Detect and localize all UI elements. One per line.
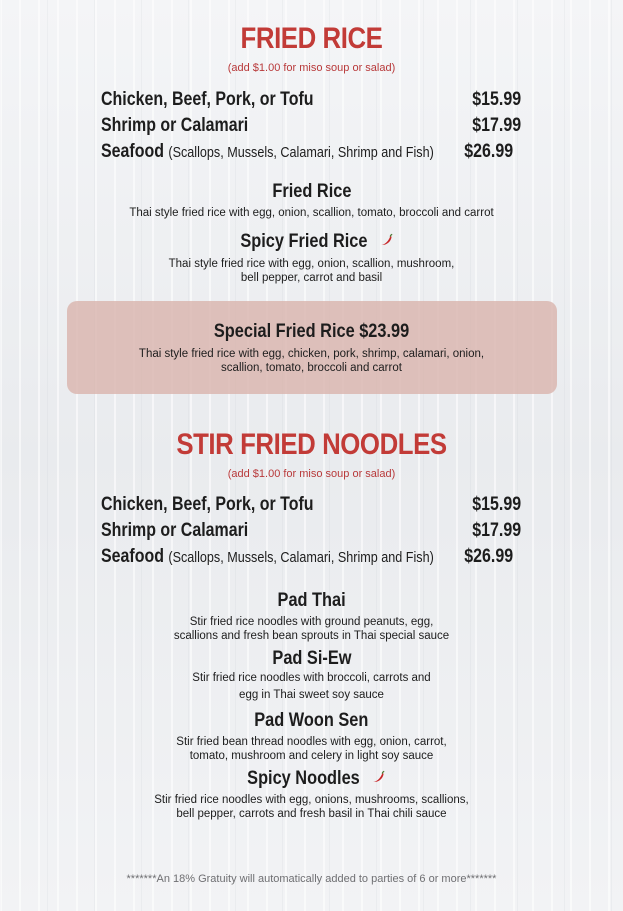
price-value: $17.99: [472, 520, 521, 541]
dish-description-line: Thai style fried rice with egg, onion, scallion, mushroom,: [168, 258, 455, 270]
dish-description-line: Thai style fried rice with egg, onion, scallion, tomato, broccoli and carrot: [129, 207, 494, 219]
dish-title-text: Pad Si-Ew: [271, 648, 351, 669]
dish-title: [0, 181, 623, 203]
price-item-detail: (Scallops, Mussels, Calamari, Shrimp and Fish): [168, 549, 434, 566]
fried-rice-price-row: [101, 141, 521, 165]
noodles-price-row: [101, 546, 521, 570]
price-value: $15.99: [472, 89, 521, 110]
special-dish-title: [0, 321, 623, 343]
dish-title: [0, 590, 623, 612]
fried-rice-heading: FRIED RICE: [240, 22, 383, 55]
dish-title: [0, 231, 623, 253]
dish-description-line: tomato, mushroom and celery in light soy sauce: [189, 750, 434, 762]
special-dish-description: [0, 347, 623, 375]
fried-rice-price-row: [101, 89, 521, 113]
dish-description-line: egg in Thai sweet soy sauce: [239, 689, 384, 701]
price-item-name: Chicken, Beef, Pork, or Tofu: [101, 494, 314, 515]
dish-description: [0, 206, 623, 220]
chili-pepper-icon: [379, 231, 393, 253]
dish-description-line: bell pepper, carrots and fresh basil in Thai chili sauce: [176, 808, 447, 820]
dish-title-text: Pad Thai: [277, 590, 346, 611]
dish-description-line: Stir fried bean thread noodles with egg, onion, carrot,: [176, 736, 447, 748]
fried-rice-price-row: [101, 115, 521, 139]
dish-description: [0, 793, 623, 821]
dish-title: [0, 648, 623, 670]
price-value: $17.99: [472, 115, 521, 136]
dish-description-line: Stir fried rice noodles with broccoli, carrots and: [192, 672, 431, 684]
stir-fried-noodles-heading: STIR FRIED NOODLES: [176, 428, 447, 461]
price-item-name: Seafood: [101, 141, 164, 162]
dish-description-line: scallions and fresh bean sprouts in Thai special sauce: [173, 630, 450, 642]
dish-description-line: scallion, tomato, broccoli and carrot: [221, 362, 402, 374]
price-value: $26.99: [464, 141, 513, 162]
dish-title-text: Spicy Noodles: [247, 768, 361, 790]
price-item-name-with-detail: [101, 546, 434, 568]
dish-description: [0, 257, 623, 285]
price-item-name: Chicken, Beef, Pork, or Tofu: [101, 89, 314, 110]
price-item-name: Seafood: [101, 546, 164, 567]
price-value: $15.99: [472, 494, 521, 515]
noodles-price-row: [101, 520, 521, 544]
dish-title-text: Spicy Fried Rice: [240, 231, 368, 253]
dish-description-line: Stir fried rice noodles with ground peanuts, egg,: [189, 616, 434, 628]
dish-description-line: Stir fried rice noodles with egg, onions, mushrooms, scallions,: [154, 794, 469, 806]
dish-title: [0, 768, 623, 790]
gratuity-note: *******An 18% Gratuity will automatically added to parties of 6 or more*******: [126, 873, 497, 885]
dish-description: [0, 735, 623, 763]
dish-title-text: Pad Woon Sen: [254, 710, 369, 731]
price-item-name: Shrimp or Calamari: [101, 115, 249, 136]
fried-rice-add-on-note: (add $1.00 for miso soup or salad): [227, 62, 396, 74]
price-item-name: Shrimp or Calamari: [101, 520, 249, 541]
noodles-price-row: [101, 494, 521, 518]
dish-description: [0, 615, 623, 643]
dish-description-line: Thai style fried rice with egg, chicken, pork, shrimp, calamari, onion,: [138, 348, 485, 360]
dish-description: [0, 671, 623, 702]
dish-title: [0, 710, 623, 732]
price-item-name-with-detail: [101, 141, 434, 163]
price-item-detail: (Scallops, Mussels, Calamari, Shrimp and Fish): [168, 144, 434, 161]
price-value: $26.99: [464, 546, 513, 567]
dish-description-line: bell pepper, carrot and basil: [240, 272, 383, 284]
chili-pepper-icon: [371, 768, 385, 790]
dish-title-text: Fried Rice: [271, 181, 352, 202]
special-dish-title-text: Special Fried Rice $23.99: [213, 321, 410, 342]
noodles-add-on-note: (add $1.00 for miso soup or salad): [227, 468, 396, 480]
